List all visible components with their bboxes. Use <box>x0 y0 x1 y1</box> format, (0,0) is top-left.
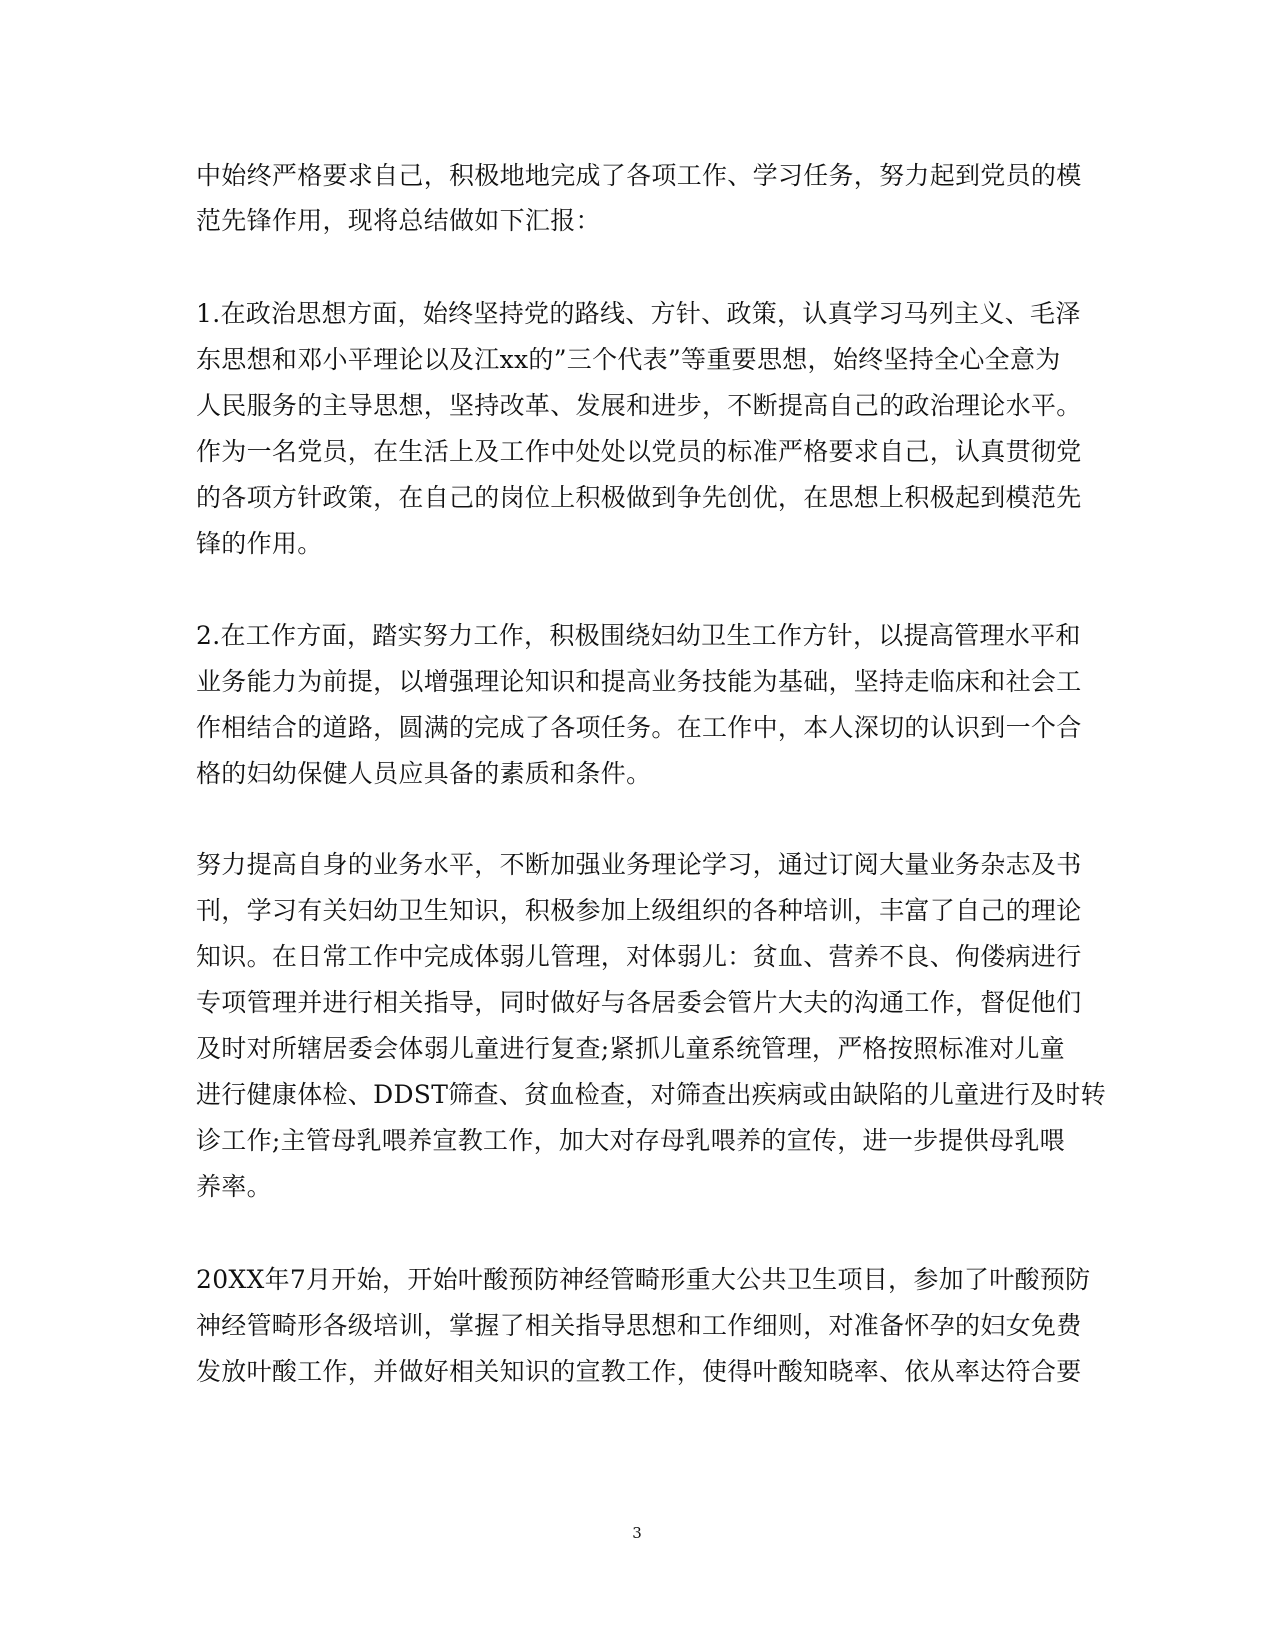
paragraph-5-line-2: 神经管畸形各级培训，掌握了相关指导思想和工作细则，对准备怀孕的妇女免费 <box>196 1311 1082 1340</box>
paragraph-4-line-7: 诊工作;主管母乳喂养宣教工作，加大对存母乳喂养的宣传，进一步提供母乳喂 <box>196 1126 1065 1155</box>
paragraph-3-line-3: 作相结合的道路，圆满的完成了各项任务。在工作中，本人深切的认识到一个合 <box>196 713 1082 742</box>
paragraph-3-line-1: 2.在工作方面，踏实努力工作，积极围绕妇幼卫生工作方针，以提高管理水平和 <box>196 621 1081 650</box>
paragraph-4-line-5: 及时对所辖居委会体弱儿童进行复查;紧抓儿童系统管理，严格按照标准对儿童 <box>196 1034 1065 1063</box>
paragraph-2-line-6: 锋的作用。 <box>196 529 323 558</box>
paragraph-2-line-2: 东思想和邓小平理论以及江xx的”三个代表”等重要思想，始终坚持全心全意为 <box>196 345 1061 374</box>
paragraph-4-line-8: 养率。 <box>196 1172 272 1201</box>
paragraph-4-line-1: 努力提高自身的业务水平，不断加强业务理论学习，通过订阅大量业务杂志及书 <box>196 850 1082 879</box>
paragraph-4-line-2: 刊，学习有关妇幼卫生知识，积极参加上级组织的各种培训，丰富了自己的理论 <box>196 896 1082 925</box>
paragraph-1-line-2: 范先锋作用，现将总结做如下汇报： <box>196 206 601 235</box>
paragraph-5-line-3: 发放叶酸工作，并做好相关知识的宣教工作，使得叶酸知晓率、依从率达符合要 <box>196 1357 1082 1386</box>
page-number: 3 <box>632 1524 642 1542</box>
paragraph-2-line-3: 人民服务的主导思想，坚持改革、发展和进步，不断提高自己的政治理论水平。 <box>196 391 1082 420</box>
paragraph-1-line-1: 中始终严格要求自己，积极地地完成了各项工作、学习任务，努力起到党员的模 <box>196 161 1082 190</box>
paragraph-3-line-2: 业务能力为前提，以增强理论知识和提高业务技能为基础，坚持走临床和社会工 <box>196 667 1082 696</box>
paragraph-2-line-4: 作为一名党员，在生活上及工作中处处以党员的标准严格要求自己，认真贯彻党 <box>196 437 1082 466</box>
paragraph-2-line-5: 的各项方针政策，在自己的岗位上积极做到争先创优，在思想上积极起到模范先 <box>196 483 1082 512</box>
paragraph-4-line-6: 进行健康体检、DDST筛查、贫血检查，对筛查出疾病或由缺陷的儿童进行及时转 <box>196 1080 1106 1109</box>
paragraph-4-line-3: 知识。在日常工作中完成体弱儿管理，对体弱儿：贫血、营养不良、佝偻病进行 <box>196 942 1082 971</box>
paragraph-5-line-1: 20XX年7月开始，开始叶酸预防神经管畸形重大公共卫生项目，参加了叶酸预防 <box>196 1265 1091 1294</box>
paragraph-2-line-1: 1.在政治思想方面，始终坚持党的路线、方针、政策，认真学习马列主义、毛泽 <box>196 299 1081 328</box>
paragraph-3-line-4: 格的妇幼保健人员应具备的素质和条件。 <box>196 759 652 788</box>
paragraph-4-line-4: 专项管理并进行相关指导，同时做好与各居委会管片大夫的沟通工作，督促他们 <box>196 988 1082 1017</box>
